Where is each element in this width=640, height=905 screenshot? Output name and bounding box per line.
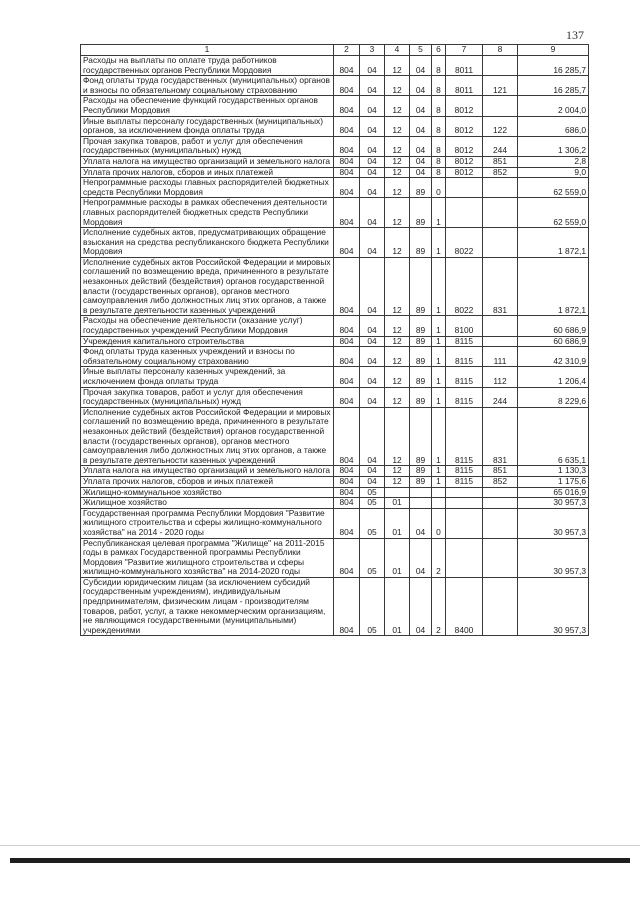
row-name-cell: Непрограммные расходы главных распорядителей бюджетных средств Республики Мордовия [81,178,334,198]
expense-type-cell [483,316,518,336]
row-name-cell: Прочая закупка товаров, работ и услуг для обеспечения государственных (муниципальных) нужд [81,136,334,156]
row-name-cell: Исполнение судебных актов, предусматривающих обращение взыскания на средства республиканского бюджета Республики Мордовия [81,228,334,258]
table-row [81,56,589,76]
expense-type-cell [483,577,518,636]
row-name-cell: Уплата налога на имущество организаций и земельного налога [81,466,334,477]
target-article-cell: 8012 [446,156,483,167]
section-cell: 04 [360,257,385,316]
expense-type-cell: 852 [483,167,518,178]
row-name-cell: Иные выплаты персоналу государственных (муниципальных) органов, за исключением фонда оплаты труда [81,116,334,136]
section-cell: 04 [360,387,385,407]
subprogram-cell: 0 [432,508,446,538]
table-row [81,476,589,487]
subsection-cell: 12 [385,336,410,347]
amount-cell: 9,0 [518,167,589,178]
subprogram-cell: 1 [432,466,446,477]
target-article-cell [446,487,483,498]
expense-type-cell: 121 [483,76,518,96]
amount-cell: 62 559,0 [518,198,589,228]
header-col-3: 3 [360,45,385,56]
row-name-cell: Республиканская целевая программа "Жилище" на 2011-2015 годы в рамках Государственной программы Республики Мордовия "Развитие жилищного строительства и сферы жилищно-коммунального хозяйства" на 2014-2020 годы [81,538,334,577]
target-article-cell: 8011 [446,76,483,96]
target-article-cell: 8400 [446,577,483,636]
program-cell: 89 [410,476,432,487]
target-article-cell: 8022 [446,257,483,316]
program-cell: 89 [410,466,432,477]
expense-type-cell: 831 [483,407,518,466]
table-row [81,487,589,498]
admin-code-cell: 804 [334,466,360,477]
subprogram-cell: 8 [432,156,446,167]
subsection-cell: 01 [385,508,410,538]
table-row [81,466,589,477]
header-col-4: 4 [385,45,410,56]
target-article-cell: 8115 [446,336,483,347]
subprogram-cell: 1 [432,387,446,407]
subsection-cell: 12 [385,178,410,198]
admin-code-cell: 804 [334,178,360,198]
subprogram-cell: 1 [432,336,446,347]
subsection-cell [385,487,410,498]
admin-code-cell: 804 [334,336,360,347]
amount-cell: 30 957,3 [518,498,589,509]
amount-cell: 16 285,7 [518,76,589,96]
section-cell: 04 [360,336,385,347]
amount-cell: 30 957,3 [518,538,589,577]
target-article-cell: 8115 [446,476,483,487]
subsection-cell: 12 [385,387,410,407]
target-article-cell [446,178,483,198]
subsection-cell: 12 [385,407,410,466]
section-cell: 04 [360,367,385,387]
amount-cell: 16 285,7 [518,56,589,76]
admin-code-cell: 804 [334,167,360,178]
admin-code-cell: 804 [334,96,360,116]
header-col-1: 1 [81,45,334,56]
row-name-cell: Расходы на обеспечение функций государственных органов Республики Мордовия [81,96,334,116]
subprogram-cell: 8 [432,56,446,76]
row-name-cell: Иные выплаты персоналу казенных учреждений, за исключением фонда оплаты труда [81,367,334,387]
section-cell: 04 [360,316,385,336]
subsection-cell: 01 [385,577,410,636]
row-name-cell: Уплата прочих налогов, сборов и иных платежей [81,476,334,487]
subprogram-cell: 0 [432,178,446,198]
section-cell: 04 [360,178,385,198]
subsection-cell: 12 [385,156,410,167]
row-name-cell: Жилищное хозяйство [81,498,334,509]
program-cell: 89 [410,316,432,336]
table-row [81,508,589,538]
expense-type-cell: 831 [483,257,518,316]
target-article-cell: 8115 [446,387,483,407]
program-cell: 89 [410,198,432,228]
admin-code-cell: 804 [334,136,360,156]
program-cell: 89 [410,178,432,198]
subprogram-cell: 8 [432,96,446,116]
subsection-cell: 01 [385,498,410,509]
row-name-cell: Уплата налога на имущество организаций и земельного налога [81,156,334,167]
expense-type-cell [483,487,518,498]
scan-edge-line [0,845,640,846]
subprogram-cell: 8 [432,76,446,96]
target-article-cell [446,198,483,228]
target-article-cell: 8115 [446,367,483,387]
header-col-5: 5 [410,45,432,56]
table-row [81,96,589,116]
expense-type-cell [483,198,518,228]
subprogram-cell: 1 [432,476,446,487]
expense-type-cell: 244 [483,136,518,156]
admin-code-cell: 804 [334,76,360,96]
subsection-cell: 12 [385,466,410,477]
subsection-cell: 12 [385,76,410,96]
program-cell: 04 [410,508,432,538]
subprogram-cell: 1 [432,257,446,316]
row-name-cell: Уплата прочих налогов, сборов и иных платежей [81,167,334,178]
expense-type-cell [483,228,518,258]
table-row [81,387,589,407]
table-row [81,498,589,509]
section-cell: 04 [360,116,385,136]
subprogram-cell: 8 [432,136,446,156]
table-row [81,316,589,336]
section-cell: 05 [360,577,385,636]
amount-cell: 2,8 [518,156,589,167]
program-cell: 89 [410,347,432,367]
amount-cell: 30 957,3 [518,577,589,636]
subsection-cell: 12 [385,347,410,367]
target-article-cell: 8012 [446,167,483,178]
subsection-cell: 12 [385,257,410,316]
row-name-cell: Расходы на обеспечение деятельности (оказание услуг) государственных учреждений Республики Мордовия [81,316,334,336]
expense-type-cell [483,56,518,76]
table-row [81,336,589,347]
table-row [81,178,589,198]
target-article-cell: 8115 [446,407,483,466]
target-article-cell: 8011 [446,56,483,76]
page-number: 137 [566,28,584,42]
program-cell: 89 [410,228,432,258]
section-cell: 04 [360,56,385,76]
admin-code-cell: 804 [334,508,360,538]
table-row [81,538,589,577]
budget-table [80,44,589,636]
admin-code-cell: 804 [334,538,360,577]
subsection-cell: 12 [385,228,410,258]
subprogram-cell: 8 [432,167,446,178]
subprogram-cell: 1 [432,198,446,228]
table-row [81,76,589,96]
row-name-cell: Непрограммные расходы в рамках обеспечения деятельности главных распорядителей бюджетных средств Республики Мордовия [81,198,334,228]
header-row [81,45,589,56]
subsection-cell: 12 [385,367,410,387]
admin-code-cell: 804 [334,387,360,407]
expense-type-cell: 851 [483,466,518,477]
admin-code-cell: 804 [334,407,360,466]
amount-cell: 2 004,0 [518,96,589,116]
section-cell: 04 [360,347,385,367]
amount-cell: 62 559,0 [518,178,589,198]
section-cell: 04 [360,96,385,116]
subprogram-cell: 1 [432,407,446,466]
program-cell: 04 [410,156,432,167]
expense-type-cell [483,538,518,577]
expense-type-cell [483,96,518,116]
section-cell: 04 [360,476,385,487]
target-article-cell: 8100 [446,316,483,336]
program-cell: 04 [410,577,432,636]
admin-code-cell: 804 [334,367,360,387]
amount-cell: 1 130,3 [518,466,589,477]
expense-type-cell [483,498,518,509]
expense-type-cell [483,336,518,347]
program-cell: 89 [410,367,432,387]
target-article-cell [446,538,483,577]
admin-code-cell: 804 [334,56,360,76]
amount-cell: 8 229,6 [518,387,589,407]
target-article-cell: 8012 [446,116,483,136]
target-article-cell [446,498,483,509]
subprogram-cell: 1 [432,347,446,367]
row-name-cell: Прочая закупка товаров, работ и услуг для обеспечения государственных (муниципальных) нужд [81,387,334,407]
expense-type-cell: 244 [483,387,518,407]
section-cell: 04 [360,228,385,258]
row-name-cell: Жилищно-коммунальное хозяйство [81,487,334,498]
program-cell [410,487,432,498]
admin-code-cell: 804 [334,198,360,228]
target-article-cell: 8115 [446,466,483,477]
amount-cell: 1 872,1 [518,257,589,316]
amount-cell: 6 635,1 [518,407,589,466]
program-cell: 04 [410,56,432,76]
header-col-7: 7 [446,45,483,56]
amount-cell: 60 686,9 [518,316,589,336]
amount-cell: 1 872,1 [518,228,589,258]
amount-cell: 1 306,2 [518,136,589,156]
subsection-cell: 01 [385,538,410,577]
row-name-cell: Государственная программа Республики Мордовия "Развитие жилищного строительства и сферы жилищно-коммунального хозяйства" на 2014 - 2020 годы [81,508,334,538]
amount-cell: 1 175,6 [518,476,589,487]
subsection-cell: 12 [385,116,410,136]
subprogram-cell: 8 [432,116,446,136]
expense-type-cell: 851 [483,156,518,167]
table-row [81,257,589,316]
amount-cell: 686,0 [518,116,589,136]
admin-code-cell: 804 [334,577,360,636]
program-cell: 04 [410,136,432,156]
program-cell: 04 [410,96,432,116]
row-name-cell: Учреждения капитального строительства [81,336,334,347]
amount-cell: 30 957,3 [518,508,589,538]
row-name-cell: Исполнение судебных актов Российской Федерации и мировых соглашений по возмещению вреда, причиненного в результате незаконных действий (бездействия) органов государственной власти (государственных органов), органов местного самоуправления либо должностных лиц этих органов, а также в результате деятельности казенных учреждений [81,407,334,466]
expense-type-cell: 852 [483,476,518,487]
table-row [81,156,589,167]
section-cell: 04 [360,156,385,167]
program-cell: 89 [410,407,432,466]
row-name-cell: Расходы на выплаты по оплате труда работников государственных органов Республики Мордовия [81,56,334,76]
subsection-cell: 12 [385,476,410,487]
header-col-9: 9 [518,45,589,56]
header-col-2: 2 [334,45,360,56]
section-cell: 05 [360,487,385,498]
table-row [81,228,589,258]
admin-code-cell: 804 [334,347,360,367]
subprogram-cell: 1 [432,228,446,258]
row-name-cell: Фонд оплаты труда государственных (муниципальных) органов и взносы по обязательному социальному страхованию [81,76,334,96]
table-row [81,347,589,367]
admin-code-cell: 804 [334,476,360,487]
expense-type-cell: 122 [483,116,518,136]
subprogram-cell: 1 [432,316,446,336]
program-cell: 89 [410,336,432,347]
subsection-cell: 12 [385,316,410,336]
subsection-cell: 12 [385,198,410,228]
program-cell: 89 [410,387,432,407]
section-cell: 04 [360,136,385,156]
admin-code-cell: 804 [334,228,360,258]
row-name-cell: Исполнение судебных актов Российской Федерации и мировых соглашений по возмещению вреда, причиненного в результате незаконных действий (бездействия) органов государственной власти (государственных органов), органов местного самоуправления либо должностных лиц этих органов, а также в результате деятельности казенных учреждений [81,257,334,316]
subprogram-cell: 1 [432,367,446,387]
program-cell [410,498,432,509]
admin-code-cell: 804 [334,487,360,498]
amount-cell: 42 310,9 [518,347,589,367]
table-row [81,577,589,636]
admin-code-cell: 804 [334,156,360,167]
row-name-cell: Субсидии юридическим лицам (за исключением субсидий государственным учреждениям), индивидуальным предпринимателям, физическим лицам - производителям товаров, работ, услуг, а также некоммерческим организациям, не являющимся государственными (муниципальными) учреждениями [81,577,334,636]
table-row [81,167,589,178]
program-cell: 04 [410,167,432,178]
section-cell: 04 [360,407,385,466]
admin-code-cell: 804 [334,257,360,316]
table-row [81,407,589,466]
section-cell: 04 [360,198,385,228]
section-cell: 05 [360,538,385,577]
target-article-cell: 8115 [446,347,483,367]
table-row [81,116,589,136]
target-article-cell: 8012 [446,136,483,156]
section-cell: 04 [360,76,385,96]
expense-type-cell [483,178,518,198]
subsection-cell: 12 [385,56,410,76]
target-article-cell: 8022 [446,228,483,258]
amount-cell: 65 016,9 [518,487,589,498]
program-cell: 89 [410,257,432,316]
header-col-8: 8 [483,45,518,56]
row-name-cell: Фонд оплаты труда казенных учреждений и взносы по обязательному социальному страхованию [81,347,334,367]
table-row [81,367,589,387]
table-row [81,198,589,228]
amount-cell: 1 206,4 [518,367,589,387]
expense-type-cell: 112 [483,367,518,387]
expense-type-cell: 111 [483,347,518,367]
target-article-cell [446,508,483,538]
subsection-cell: 12 [385,96,410,116]
program-cell: 04 [410,538,432,577]
subsection-cell: 12 [385,136,410,156]
scan-bottom-bar [10,858,630,863]
subsection-cell: 12 [385,167,410,178]
amount-cell: 60 686,9 [518,336,589,347]
header-col-6: 6 [432,45,446,56]
table-row [81,136,589,156]
admin-code-cell: 804 [334,316,360,336]
subprogram-cell: 2 [432,538,446,577]
expense-type-cell [483,508,518,538]
subprogram-cell [432,498,446,509]
section-cell: 04 [360,466,385,477]
section-cell: 05 [360,508,385,538]
admin-code-cell: 804 [334,498,360,509]
target-article-cell: 8012 [446,96,483,116]
subprogram-cell: 2 [432,577,446,636]
program-cell: 04 [410,76,432,96]
section-cell: 05 [360,498,385,509]
section-cell: 04 [360,167,385,178]
program-cell: 04 [410,116,432,136]
admin-code-cell: 804 [334,116,360,136]
subprogram-cell [432,487,446,498]
